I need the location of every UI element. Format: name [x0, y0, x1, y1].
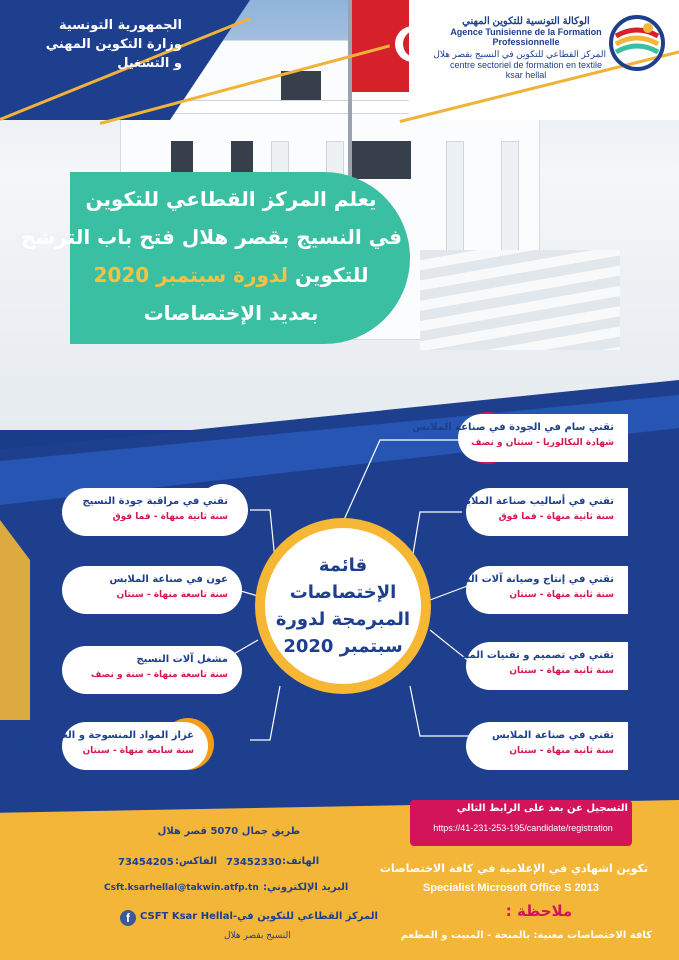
- specialty-item: [444, 642, 628, 690]
- email-value[interactable]: Csft.ksarhellal@takwin.atfp.tn: [104, 883, 259, 893]
- ministry-line: و التشغيل: [117, 56, 182, 71]
- specialty-name: تقني في مراقبة جودة النسيج: [82, 496, 228, 507]
- ministry-title: [12, 16, 182, 73]
- center-title-line: المبرمجة لدورة: [275, 609, 411, 630]
- announcement-line: بعديد الإختصاصات: [143, 301, 319, 325]
- registration-link[interactable]: https://41-231-253-195/candidate/registration: [433, 823, 613, 833]
- specialty-item: [466, 722, 628, 770]
- facebook-page-name[interactable]: CSFT Ksar Hellal-المركز القطاعي للتكوين في: [140, 911, 378, 922]
- session-highlight: لدورة سبتمبر 2020: [93, 263, 288, 287]
- phone-value: 73452330: [226, 857, 282, 868]
- fax-value: 73454205: [118, 857, 174, 868]
- specialty-level: سنة تاسعة منهاة - سنة و نصف: [90, 670, 228, 680]
- specialty-level: شهادة البكالوريا - سنتان و نصف: [470, 438, 614, 448]
- announcement-part: للتكوين: [294, 263, 369, 287]
- specialty-item: [445, 566, 628, 614]
- specialties-list-title: [265, 528, 421, 684]
- center-name-fr: centre sectoriel de formation en textile ksar hellal: [449, 60, 603, 80]
- center-title-line: الإختصاصات: [289, 582, 397, 603]
- specialty-name: تقني سام في الجودة في صناعة الملابس: [412, 422, 614, 433]
- email-label: البريد الإلكتروني:: [263, 882, 349, 893]
- specialty-level: سنة ثانية منهاة - سنتان: [509, 590, 614, 600]
- announcement-line: يعلم المركز القطاعي للتكوين: [85, 187, 377, 211]
- announcement-text: [21, 180, 402, 332]
- announcement-line: في النسيج بقصر هلال فتح باب الترشح: [21, 225, 402, 249]
- specialty-level: سنة ثانية منهاة - فما فوق: [112, 512, 228, 522]
- address: طريق جمال 5070 قصر هلال: [157, 826, 300, 837]
- specialty-name: مشغل آلات النسيج: [136, 654, 228, 665]
- agency-name-fr: Agence Tunisienne de la Formation Professionnelle: [450, 27, 602, 47]
- specialty-level: سنة ثانية منهاة - فما فوق: [498, 512, 614, 522]
- stairs: [420, 250, 620, 350]
- certification-course: Specialist Microsoft Office S 2013: [422, 882, 600, 894]
- specialty-name: تقني في صناعة الملابس: [491, 730, 614, 741]
- agency-header: [433, 16, 606, 80]
- agency-name-ar: الوكالة التونسية للتكوين المهني: [462, 16, 590, 27]
- registration-title: التسجيل عن بعد على الرابط التالي: [456, 803, 628, 814]
- specialty-item: [8, 722, 208, 770]
- specialty-level: سنة تاسعة منهاة - سنتان: [116, 590, 228, 600]
- specialty-name: تقني في إنتاج وصيانة آلات النسيج: [445, 574, 614, 585]
- window: [281, 71, 321, 103]
- specialty-name: غزاز المواد المنسوجة و الغير منسوجة: [8, 730, 194, 741]
- announcement-line: [60, 256, 402, 294]
- specialty-level: سنة ثانية منهاة - سنتان: [509, 666, 614, 676]
- window: [351, 141, 411, 179]
- phone-label: الهاتف:: [282, 856, 320, 867]
- certification-text: تكوين اشهادي في الإعلامية في كافة الاختصاصات: [379, 862, 648, 875]
- center-name-ar: المركز القطاعي للتكوين في النسيج بقصر هلال: [433, 49, 606, 59]
- note-body: كافة الاختصاصات معنية: بالمنحة - المبيت و المطعم: [400, 930, 652, 941]
- specialty-name: تقني في تصميم و تقنيات الملابس: [444, 650, 614, 661]
- atfp-logo-icon: [608, 14, 666, 72]
- ministry-line: الجمهورية التونسية: [58, 18, 182, 33]
- specialty-item: [62, 488, 242, 536]
- ministry-line: وزارة التكوين المهني: [45, 37, 182, 52]
- specialty-level: سنة ثانية منهاة - سنتان: [509, 746, 614, 756]
- specialty-name: عون في صناعة الملابس: [109, 574, 228, 585]
- note-title: ملاحظة :: [505, 902, 573, 920]
- specialty-item: [412, 414, 628, 462]
- specialty-name: تقني في أساليب صناعة الملابس: [453, 496, 614, 507]
- specialty-item: [62, 646, 242, 694]
- center-title-line: سبتمبر 2020: [283, 636, 403, 657]
- fax-label: الفاكس:: [175, 856, 218, 867]
- facebook-page-sub: النسيج بقصر هلال: [224, 931, 291, 941]
- facebook-icon: f: [120, 910, 136, 926]
- specialty-item: [453, 488, 628, 536]
- specialty-item: [62, 566, 242, 614]
- center-title-line: قائمة: [318, 555, 368, 576]
- specialty-level: سنة سابعة منهاة - سنتان: [82, 746, 194, 756]
